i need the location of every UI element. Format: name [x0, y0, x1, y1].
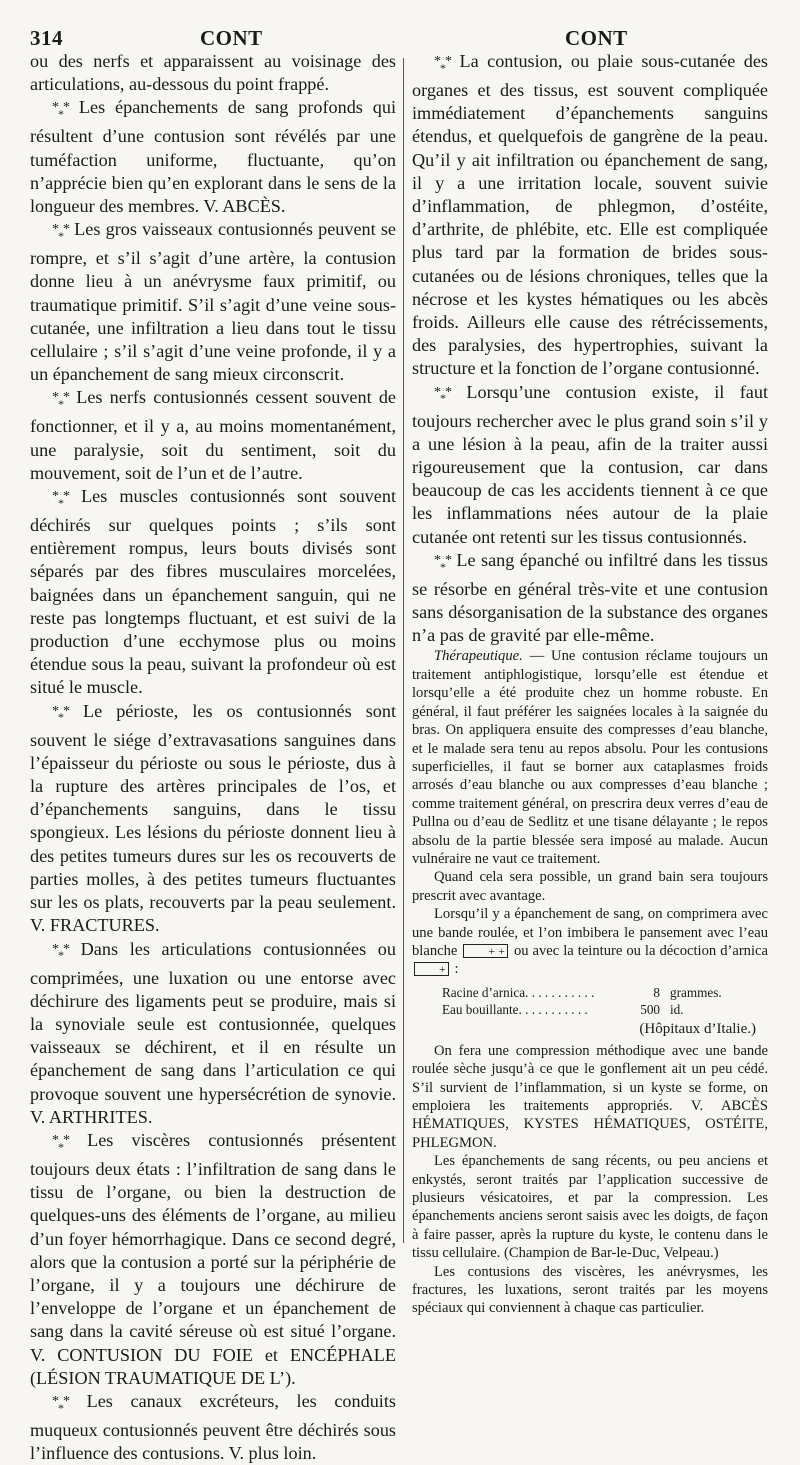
paragraph	[30, 96, 396, 218]
therapeutique-section	[412, 647, 768, 1317]
page-number: 314	[30, 26, 63, 50]
paragraph	[412, 549, 768, 648]
paragraph-text: — Une contusion réclame toujours un traitement antiphlogistique, lorsqu’elle est étendue et lorsqu’elle a été produite chez un homme robuste. En général, il faut préférer les saignées locales à la saignée du bras. On appliquera ensuite des compresses d’eau blanche, et le malade sera tenu au repos absolu. Pour les contusions superficielles, il faut se borner aux cataplasmes froids arrosés d’eau blanche ou aux compresses d’eau blanche ; comme traitement général, on prescrira deux verres d’eau de Pullna ou d’eau de Sedlitz et une tisane délayante ; le repos absolu de la partie blessée sera imposé au malade. Aucun vulnéraire ne vaut ce traitement.	[412, 648, 768, 867]
asterism-icon: $*_**$	[52, 1132, 69, 1154]
paragraph	[412, 905, 768, 979]
paragraph-text: Le sang épanché ou infiltré dans les tissus se résorbe en général très-vite et une contusion sans désorganisation de la substance des organes n’a pas de gravité par elle-même.	[412, 549, 768, 646]
paragraph-text: Dans les articulations contusionnées ou comprimées, une luxation ou une entorse avec déchirure des ligaments peut se produire, mais si la synoviale seule est contusionnée, quelques vaisseaux se déchirent, et il en résulte un épanchement de sang dans l’articulation ce qui provoque souvent une hypersécrétion de synovie. V. ARTHRITES.	[30, 938, 396, 1127]
asterism-icon: $*_**$	[52, 489, 69, 510]
paragraph	[30, 1129, 396, 1390]
paragraph: On fera une compression méthodique avec une bande roulée sèche jusqu’à ce que le gonflement ait un peu cédé. S’il survient de l’inflammation, si un kyste se forme, on emploiera les traitements appropriés. V. ABCÈS HÉMATIQUES, KYSTES HÉMATIQUES, OSTÉITE, PHLEGMON.	[412, 1042, 768, 1151]
paragraph: Quand cela sera possible, un grand bain sera toujours prescrit avec avantage.	[412, 869, 768, 904]
ingredient-unit: id.	[670, 1001, 684, 1017]
paragraph	[412, 381, 768, 549]
formula-source: (Hôpitaux d’Italie.)	[639, 1020, 756, 1037]
left-column	[30, 50, 396, 1465]
paragraph-text: :	[454, 961, 459, 978]
right-column	[412, 50, 768, 1318]
paragraph	[30, 218, 396, 386]
pharmacy-symbol-icon: +	[414, 962, 449, 976]
asterism-icon: $*_**$	[434, 384, 451, 406]
formula-row	[442, 1001, 768, 1018]
running-title-right: CONT	[565, 26, 628, 50]
paragraph-text: ou avec la teinture ou la décoction d’arnica	[513, 942, 768, 959]
paragraph-text: La contusion, ou plaie sous-cutanée des organes et des tissus, est souvent compliquée immédiatement d’épanchements sanguins étendus, et quelquefois de gangrène de la peau. Qu’il y ait infiltration ou épanchement de sang, il y a une irritation locale, souvent suivie d’inflammation, de phlegmon, d’ostéite, d’arthrite, de phlébite, etc. Elle est compliquée plus tard par la formation de brides sous-cutanées ou de lésions chroniques, telles que la nécrose et les kystes hématiques ou les abcès froids. Ailleurs elle cause des rétrécissements, des paralysies, des hypertrophies, suivant la structure et la fonction de l’organe contusionné.	[412, 51, 768, 379]
formula-table	[412, 984, 768, 1018]
asterism-icon: $*_**$	[434, 552, 451, 574]
ingredient-name: Eau bouillante. . . . . . . . . . .	[442, 1001, 588, 1017]
paragraph-text: Les muscles contusionnés sont souvent déchirés sur quelques points ; s’ils sont entièrement rompus, leurs bouts divisés sont séparés par des fibres musculaires morcelées, baignées dans un épanchement sanguin, qui ne reste pas longtemps fluctuant, et est suivi de la production d’une ecchymose plus ou moins étendue sous la peau, suivant la profondeur où est situé le muscle.	[30, 486, 396, 698]
paragraph	[412, 647, 768, 868]
paragraph-text: Les gros vaisseaux contusionnés peuvent se rompre, et s’il s’agit d’une artère, la contusion donne lieu à un anévrysme faux primitif, ou traumatique primitif. S’il s’agit d’une veine sous-cutanée, une infiltration a lieu dans tout le tissu cellulaire ; s’il s’agit d’une veine profonde, il y a un épanchement de sang mieux circonscrit.	[30, 219, 396, 385]
asterism-icon: $*_**$	[52, 390, 69, 412]
ingredient-unit: grammes.	[670, 984, 722, 1000]
asterism-icon: $*_**$	[52, 941, 69, 963]
asterism-icon: $*_**$	[52, 1393, 69, 1415]
paragraph: ou des nerfs et apparaissent au voisinage des articulations, au-dessous du point frappé.	[30, 51, 396, 95]
paragraph-text: Lorsqu’il y a épanchement de sang, on comprimera avec une bande roulée, et l’on imbibera le pansement avec l’eau blanche	[412, 906, 768, 959]
paragraph-text: Les épanchements de sang profonds qui résultent d’une contusion sont révélés par une tuméfaction uniforme, fluctuante, qu’on n’apprécie bien qu’en explorant dans le sens de la longueur des membres. V. ABCÈS.	[30, 97, 396, 217]
paragraph-text: Lorsqu’une contusion existe, il faut toujours rechercher avec le plus grand soin s’il y a une lésion à la peau, afin de la traiter aussi rigoureusement que la contusion, car dans beaucoup de cas les accidents tiennent à ce que les inflammations nées autour de la plaie cutanée ont retenti sur les tissus contusionnés.	[412, 381, 768, 547]
asterism-icon: $*_**$	[52, 222, 69, 244]
formula-row	[442, 984, 768, 1001]
paragraph	[412, 50, 768, 381]
ingredient-quantity: 500	[640, 1001, 660, 1017]
column-divider	[403, 58, 404, 1243]
paragraph	[30, 700, 396, 938]
running-title-left: CONT	[200, 26, 263, 50]
paragraph-text: Les nerfs contusionnés cessent souvent de fonctionner, et il y a, au moins momentanément, une paralysie, soit du sentiment, soit du mouvement, soit de l’un et de l’autre.	[30, 387, 396, 483]
paragraph	[30, 485, 396, 700]
right-column-large-text	[412, 50, 768, 647]
paragraph-text: Le périoste, les os contusionnés sont souvent le siége d’extravasations sanguines dans l’épaisseur du périoste ou sous le périoste, dus à la rupture des artères principales de l’os, et d’épanchements sanguins, dans le tissu spongieux. Les lésions du périoste donnent lieu à des petites tumeurs dures sur les os recouverts de parties molles, à des petites tumeurs fluctuantes sur les os plats, recouverts par la peau seulement. V. FRACTURES.	[30, 700, 396, 936]
pharmacy-symbol-icon: + +	[463, 944, 508, 958]
ingredient-name: Racine d’arnica. . . . . . . . . . .	[442, 984, 595, 1000]
asterism-icon: $*_**$	[52, 703, 69, 725]
section-heading: Thérapeutique.	[434, 648, 523, 665]
paragraph: Les épanchements de sang récents, ou peu anciens et enkystés, seront traités par l’application successive de plusieurs vésicatoires, et par la compression. Les épanchements anciens seront saisis avec les doigts, de façon à faire passer, après la rupture du kyste, le contenu dans le tissu cellulaire. (Champion de Bar-le-Duc, Velpeau.)	[412, 1153, 768, 1262]
paragraph	[30, 938, 396, 1129]
paragraph: Les contusions des viscères, les anévrysmes, les fractures, les luxations, seront traités par les moyens spéciaux qui conviennent à chaque cas particulier.	[412, 1263, 768, 1317]
ingredient-quantity: 8	[653, 984, 660, 1000]
paragraph	[30, 386, 396, 485]
asterism-icon: $*_**$	[52, 100, 69, 122]
paragraph-text: Les viscères contusionnés présentent toujours deux états : l’infiltration de sang dans le tissu de l’organe, ou bien la destruction de quelques-uns des éléments de l’organe, au milieu d’un foyer hémorrhagique. Dans ce second degré, alors que la contusion a porté sur la périphérie de l’organe, il y a toujours une déchirure de l’enveloppe de l’organe et un épanchement de sang dans la cavité séreuse où est situé l’organe. V. CONTUSION DU FOIE et ENCÉPHALE (LÉSION TRAUMATIQUE DE L’).	[30, 1129, 396, 1388]
asterism-icon: $*_**$	[434, 54, 451, 75]
paragraph	[30, 1390, 396, 1465]
paragraph-text: Les canaux excréteurs, les conduits muqueux contusionnés peuvent être déchirés sous l’influence des contusions. V. plus loin.	[30, 1390, 396, 1464]
